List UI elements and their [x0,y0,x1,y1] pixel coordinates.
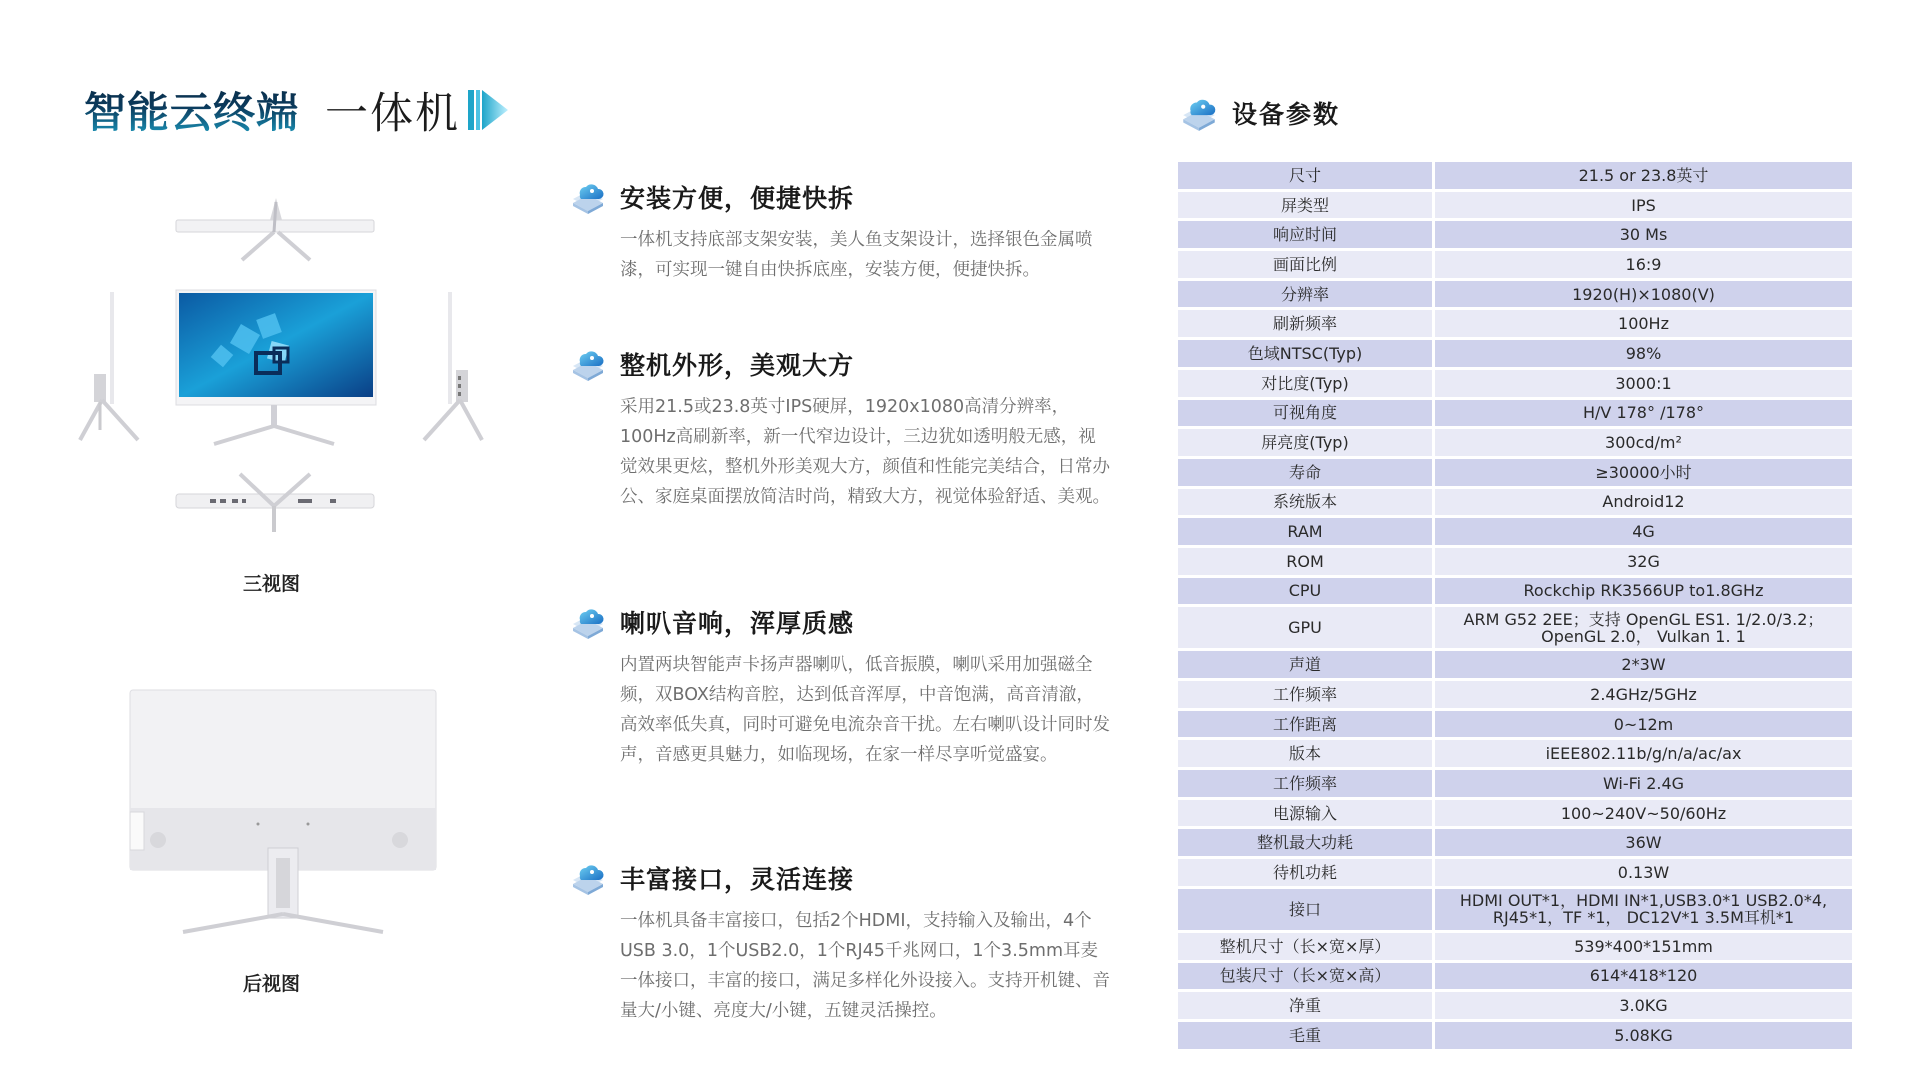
spec-key: GPU [1178,607,1432,648]
spec-header [1178,92,1340,134]
spec-key: 刷新频率 [1178,310,1432,337]
spec-value: 32G [1435,548,1852,575]
feature-title: 丰富接口，灵活连接 [620,865,855,894]
spec-key: 工作频率 [1178,770,1432,797]
spec-value: 2*3W [1435,651,1852,678]
spec-row [1178,459,1852,486]
cloud-icon [568,177,608,217]
front-view-image [174,288,378,448]
spec-value: 1920(H)×1080(V) [1435,281,1852,308]
spec-key: 毛重 [1178,1022,1432,1049]
spec-row [1178,518,1852,545]
feature-text: 内置两块智能声卡扬声器喇叭，低音振膜，喇叭采用加强磁全频，双BOX结构音腔，达到低音浑厚，中音饱满，高音清澈，高效率低失真，同时可避免电流杂音干扰。左右喇叭设计同时发声，音感更具魅力，如临现场，在家一样尽享听觉盛宴。 [620,655,1110,765]
spec-key: 净重 [1178,992,1432,1019]
spec-row [1178,340,1852,367]
spec-row [1178,429,1852,456]
spec-key: 响应时间 [1178,221,1432,248]
cloud-icon [568,858,608,898]
feature-install [568,177,1118,285]
spec-value: IPS [1435,192,1852,219]
feature-text: 一体机具备丰富接口，包括2个HDMI，支持输入及输出，4个USB 3.0，1个USB2.0，1个RJ45千兆网口，1个3.5mm耳麦一体接口，丰富的接口，满足多样化外设接入。支持开机键、音量大/小键、亮度大/小键，五键灵活操控。 [620,911,1110,1021]
spec-value: 539*400*151mm [1435,933,1852,960]
spec-row [1178,251,1852,278]
spec-value: 0~12m [1435,711,1852,738]
spec-value: Rockchip RK3566UP to1.8GHz [1435,578,1852,605]
spec-value: H/V 178° /178° [1435,400,1852,427]
spec-value-line: RJ45*1，TF *1， DC12V*1 3.5M耳机*1 [1492,908,1795,928]
spec-value: 5.08KG [1435,1022,1852,1049]
spec-value [1435,889,1852,930]
feature-text: 采用21.5或23.8英寸IPS硬屏，1920x1080高清分辨率，100Hz高刷新率，新一代窄边设计，三边犹如透明般无感，视觉效果更炫，整机外形美观大方，颜值和性能完美结合，日常办公、家庭桌面摆放简洁时尚，精致大方，视觉体验舒适、美观。 [620,397,1110,507]
spec-value: 3000:1 [1435,370,1852,397]
spec-row [1178,711,1852,738]
spec-value: iEEE802.11b/g/n/a/ac/ax [1435,740,1852,767]
arrow-icon [468,86,516,134]
spec-key: 分辨率 [1178,281,1432,308]
spec-key: 尺寸 [1178,162,1432,189]
spec-key: 寿命 [1178,459,1432,486]
feature-text: 一体机支持底部支架安装，美人鱼支架设计，选择银色金属喷漆，可实现一键自由快拆底座，安装方便，便捷快拆。 [620,230,1093,280]
spec-value [1435,607,1852,648]
feature-appearance [568,344,1118,512]
spec-row [1178,578,1852,605]
spec-value-line: HDMI OUT*1，HDMI IN*1,USB3.0*1 USB2.0*4, [1459,891,1828,911]
spec-value: 2.4GHz/5GHz [1435,681,1852,708]
spec-key: CPU [1178,578,1432,605]
spec-row [1178,992,1852,1019]
spec-key: 可视角度 [1178,400,1432,427]
spec-key: 电源输入 [1178,800,1432,827]
spec-value: 0.13W [1435,859,1852,886]
spec-row [1178,370,1852,397]
spec-value: 100Hz [1435,310,1852,337]
spec-value: 614*418*120 [1435,963,1852,990]
spec-key: 包装尺寸（长×宽×高） [1178,963,1432,990]
right-side-view-image [420,290,490,450]
spec-value: 98% [1435,340,1852,367]
spec-row [1178,681,1852,708]
spec-value: 30 Ms [1435,221,1852,248]
spec-row [1178,859,1852,886]
spec-value-line: ARM G52 2EE；支持 OpenGL ES1. 1/2.0/3.2； [1463,609,1824,629]
bottom-view-image [170,470,380,540]
spec-key: 屏亮度(Typ) [1178,429,1432,456]
spec-key: 待机功耗 [1178,859,1432,886]
spec-value: Wi-Fi 2.4G [1435,770,1852,797]
top-view-image [170,190,380,265]
spec-row [1178,192,1852,219]
spec-row [1178,162,1852,189]
cloud-icon [568,602,608,642]
spec-row [1178,1022,1852,1049]
spec-row [1178,889,1852,930]
rear-view-caption: 后视图 [243,973,301,995]
spec-key: 整机最大功耗 [1178,829,1432,856]
spec-value: Android12 [1435,489,1852,516]
spec-value-line: OpenGL 2.0， Vulkan 1. 1 [1541,626,1746,646]
spec-value: 36W [1435,829,1852,856]
spec-value: 21.5 or 23.8英寸 [1435,162,1852,189]
spec-row [1178,548,1852,575]
page-title [84,80,516,140]
spec-row [1178,829,1852,856]
spec-row [1178,770,1852,797]
spec-row [1178,800,1852,827]
feature-title: 整机外形，美观大方 [620,351,855,380]
spec-key: 对比度(Typ) [1178,370,1432,397]
spec-key: 整机尺寸（长×宽×厚） [1178,933,1432,960]
spec-key: 工作距离 [1178,711,1432,738]
rear-view-image [128,688,438,938]
spec-value: 3.0KG [1435,992,1852,1019]
spec-title: 设备参数 [1232,100,1341,129]
spec-value: 16:9 [1435,251,1852,278]
left-side-view-image [72,290,142,450]
spec-value: 300cd/m² [1435,429,1852,456]
spec-key: RAM [1178,518,1432,545]
spec-row [1178,933,1852,960]
title-main: 智能云终端 [84,80,299,140]
spec-key: 接口 [1178,889,1432,930]
spec-key: ROM [1178,548,1432,575]
spec-key: 屏类型 [1178,192,1432,219]
spec-value: ≥30000小时 [1435,459,1852,486]
feature-ports [568,858,1118,1026]
feature-title: 喇叭音响，浑厚质感 [620,609,855,638]
spec-key: 声道 [1178,651,1432,678]
spec-row [1178,607,1852,648]
title-sub: 一体机 [325,88,461,139]
feature-title: 安装方便，便捷快拆 [620,184,855,213]
spec-row [1178,310,1852,337]
spec-row [1178,963,1852,990]
three-view-caption: 三视图 [243,573,301,595]
spec-value: 4G [1435,518,1852,545]
spec-value: 100~240V~50/60Hz [1435,800,1852,827]
cloud-icon [1178,92,1220,134]
spec-key: 版本 [1178,740,1432,767]
spec-row [1178,221,1852,248]
spec-row [1178,651,1852,678]
spec-row [1178,740,1852,767]
spec-row [1178,281,1852,308]
feature-speaker [568,602,1118,770]
spec-key: 画面比例 [1178,251,1432,278]
cloud-icon [568,344,608,384]
spec-key: 系统版本 [1178,489,1432,516]
spec-row [1178,489,1852,516]
spec-table [1175,159,1855,1052]
spec-key: 工作频率 [1178,681,1432,708]
spec-key: 色域NTSC(Typ) [1178,340,1432,367]
spec-row [1178,400,1852,427]
